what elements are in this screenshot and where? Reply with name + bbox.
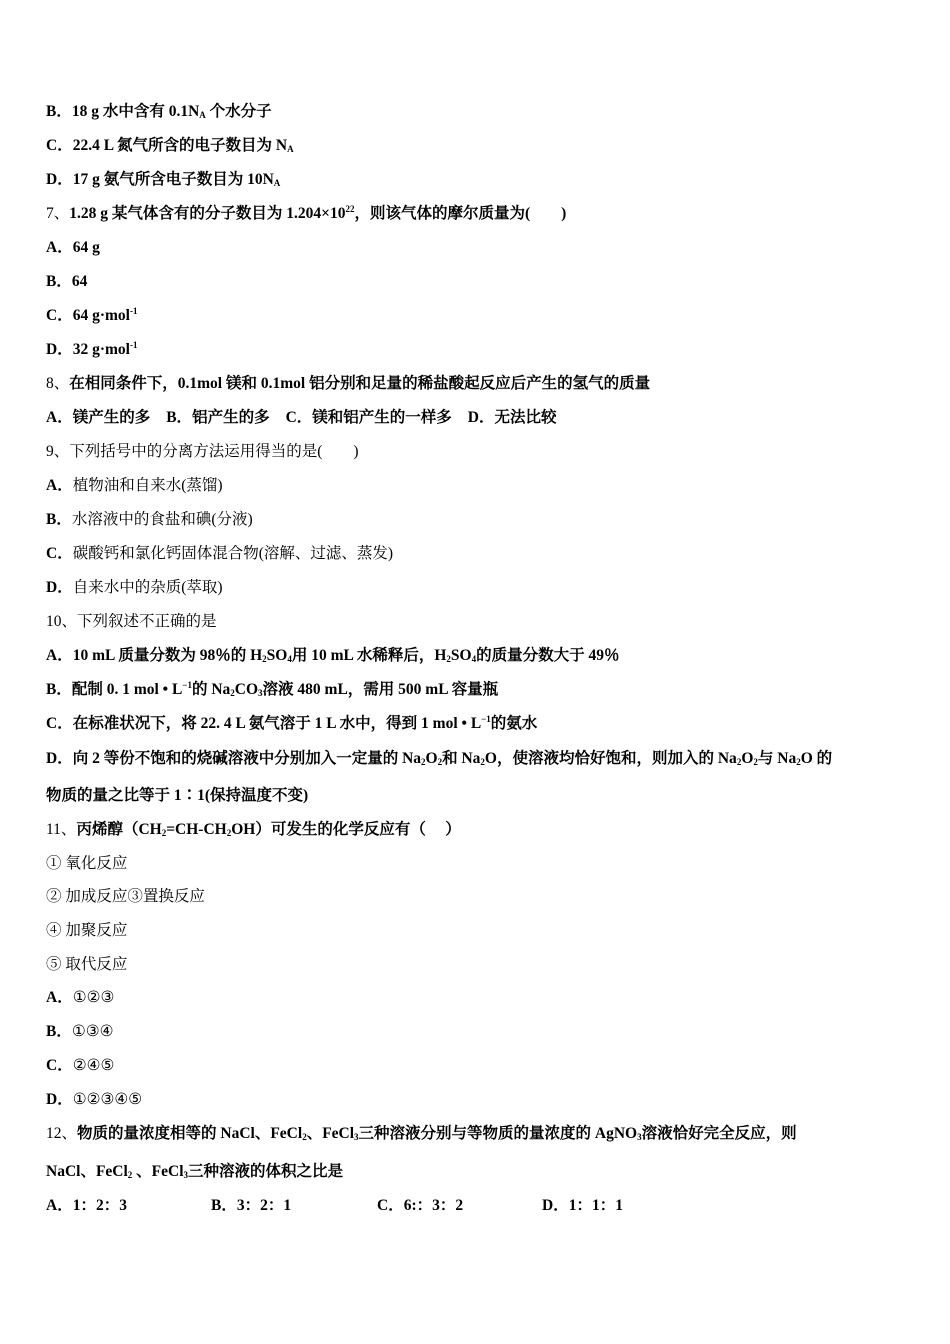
q12-option-c xyxy=(377,1196,463,1216)
question-text: 、FeCl xyxy=(306,1125,355,1142)
option-text: 用 10 mL 水稀释后，H xyxy=(291,647,447,664)
question-number: 12、 xyxy=(46,1125,78,1142)
option-text: 铝产生的多 xyxy=(192,409,270,426)
option-text: 22.4 L 氮气所含的电子数目为 N xyxy=(72,137,288,154)
option-letter: B． xyxy=(211,1197,237,1214)
option-letter: A． xyxy=(46,239,73,256)
option-letter: B． xyxy=(46,1023,72,1040)
subscript: A xyxy=(287,144,294,154)
option-text: ②④⑤ xyxy=(72,1057,115,1074)
q9-option-c xyxy=(46,544,393,564)
question-number: 11、 xyxy=(46,821,77,838)
question-text: 、FeCl xyxy=(132,1163,184,1180)
q7-option-c xyxy=(46,306,137,326)
subscript: 2 xyxy=(161,828,167,838)
question-number: 9、 xyxy=(46,443,70,460)
option-text: 64 xyxy=(71,273,88,290)
option-text: O，使溶液均恰好饱和，则加入的 Na xyxy=(484,750,737,767)
option-letter: D． xyxy=(46,750,73,767)
subscript: 2 xyxy=(421,757,426,767)
subscript: 3 xyxy=(354,1132,359,1142)
option-text: O xyxy=(741,750,754,767)
q10-option-c xyxy=(46,714,537,734)
option-letter: A． xyxy=(46,409,73,426)
option-text: 的氨水 xyxy=(490,715,538,732)
reaction-item: ① 氧化反应 xyxy=(46,855,128,872)
subscript: 2 xyxy=(230,688,235,698)
option-text: 64 g·mol xyxy=(72,307,130,324)
q11-option-c xyxy=(46,1056,114,1076)
option-text: 32 g·mol xyxy=(72,341,130,358)
q11-stem xyxy=(46,820,461,840)
subscript: 3 xyxy=(183,1170,189,1180)
option-letter: D． xyxy=(46,341,73,358)
q11-option-b xyxy=(46,1022,114,1042)
q6-option-b xyxy=(46,102,272,122)
subscript: 4 xyxy=(471,654,477,664)
subscript: A xyxy=(273,178,281,188)
option-letter: C． xyxy=(377,1197,404,1214)
question-number: 7、 xyxy=(46,205,70,222)
question-text: 物质的量浓度相等的 NaCl、FeCl xyxy=(77,1125,303,1142)
option-text: 64 g xyxy=(72,239,100,256)
option-text: 的质量分数大于 49％ xyxy=(476,647,620,664)
option-letter: A． xyxy=(46,477,73,494)
option-text: 自来水中的杂质(萃取) xyxy=(72,579,223,596)
option-text: O 的 xyxy=(800,750,833,767)
q12-stem xyxy=(46,1124,797,1144)
option-text: CO xyxy=(234,681,259,698)
option-text: 植物油和自来水(蒸馏) xyxy=(72,477,223,494)
option-text: 3：2：1 xyxy=(236,1197,292,1214)
q12-option-d xyxy=(542,1196,623,1216)
question-text: 丙烯醇（CH xyxy=(76,821,162,838)
option-letter: C． xyxy=(46,137,73,154)
q12-stem-continued xyxy=(46,1162,343,1182)
subscript: 2 xyxy=(127,1170,133,1180)
option-text: 物质的量之比等于 1∶1(保持温度不变) xyxy=(46,787,309,804)
q11-item-4 xyxy=(46,921,127,941)
question-number: 8、 xyxy=(46,375,70,392)
q9-option-b xyxy=(46,510,253,530)
option-text: 镁和铝产生的一样多 xyxy=(312,409,452,426)
option-letter: D． xyxy=(46,579,73,596)
option-text: ①②③④⑤ xyxy=(72,1091,143,1108)
question-text: OH）可发生的化学反应有（ ） xyxy=(231,821,461,838)
option-text: 的 Na xyxy=(191,681,231,698)
q11-option-d xyxy=(46,1090,142,1110)
option-letter: D． xyxy=(46,171,73,188)
question-text: 1.28 g 某气体含有的分子数目为 1.204×10 xyxy=(69,205,346,222)
subscript: 2 xyxy=(262,654,267,664)
q10-option-d xyxy=(46,749,832,769)
option-letter: B． xyxy=(46,681,72,698)
question-text: NaCl、FeCl xyxy=(46,1163,128,1180)
option-letter: A． xyxy=(46,1197,73,1214)
question-text: 溶液恰好完全反应，则 xyxy=(641,1125,797,1142)
subscript: 2 xyxy=(302,1132,307,1142)
q11-item-1 xyxy=(46,854,127,874)
option-text: 与 Na xyxy=(757,750,797,767)
option-text: 6:：3：2 xyxy=(403,1197,464,1214)
option-text: ①③④ xyxy=(71,1023,114,1040)
question-text: =CH-CH xyxy=(166,821,227,838)
q9-stem xyxy=(46,442,359,462)
option-letter: C． xyxy=(46,715,73,732)
superscript: 22 xyxy=(345,204,355,214)
subscript: A xyxy=(199,110,206,120)
question-text: 三种溶液的体积之比是 xyxy=(188,1163,344,1180)
subscript: 2 xyxy=(736,757,742,767)
subscript: 3 xyxy=(637,1132,642,1142)
q10-option-d-continued xyxy=(46,786,308,806)
q11-item-5 xyxy=(46,955,127,975)
option-letter: B． xyxy=(166,409,193,426)
q11-option-a xyxy=(46,988,114,1008)
q12-option-b xyxy=(211,1196,291,1216)
q6-option-d xyxy=(46,170,280,190)
question-number: 10、 xyxy=(46,613,78,630)
option-text: 在标准状况下，将 22. 4 L 氨气溶于 1 L 水中，得到 1 mol • L xyxy=(72,715,482,732)
option-text: 向 2 等份不饱和的烧碱溶液中分别加入一定量的 Na xyxy=(72,750,422,767)
question-text: 在相同条件下，0.1mol 镁和 0.1mol 铝分别和足量的稀盐酸起反应后产生的氢气的质量 xyxy=(69,375,651,392)
option-text: ①②③ xyxy=(72,989,115,1006)
option-letter: A． xyxy=(46,989,73,1006)
q7-stem xyxy=(46,204,566,224)
option-text: 10 mL 质量分数为 98％的 H xyxy=(72,647,263,664)
q10-option-b xyxy=(46,680,498,700)
superscript: −1 xyxy=(481,714,491,724)
option-text: 水溶液中的食盐和碘(分液) xyxy=(71,511,253,528)
option-text: 18 g 水中含有 0.1N xyxy=(71,103,200,120)
option-text: 镁产生的多 xyxy=(72,409,151,426)
option-text: 和 Na xyxy=(442,750,481,767)
q6-option-c xyxy=(46,136,294,156)
reaction-item: ⑤ 取代反应 xyxy=(46,956,128,973)
q8-stem xyxy=(46,374,650,394)
subscript: 2 xyxy=(446,654,451,664)
option-text: SO xyxy=(450,647,472,664)
option-letter: D． xyxy=(542,1197,569,1214)
superscript: -1 xyxy=(129,306,138,316)
option-letter: C． xyxy=(46,1057,73,1074)
option-letter: C． xyxy=(46,545,73,562)
option-letter: A． xyxy=(46,647,73,664)
option-text: 个水分子 xyxy=(205,103,272,120)
option-letter: B． xyxy=(46,273,72,290)
q11-item-2 xyxy=(46,887,205,907)
option-letter: D． xyxy=(46,1091,73,1108)
option-text: 溶液 480 mL，需用 500 mL 容量瓶 xyxy=(262,681,499,698)
option-text: SO xyxy=(266,647,288,664)
option-text: 1：1：1 xyxy=(568,1197,623,1214)
q12-option-a xyxy=(46,1196,127,1216)
option-letter: C． xyxy=(46,307,73,324)
q10-stem xyxy=(46,612,217,632)
reaction-item: ② 加成反应③置换反应 xyxy=(46,888,205,905)
subscript: 2 xyxy=(226,828,232,838)
superscript: -1 xyxy=(129,340,138,350)
superscript: −1 xyxy=(182,680,192,690)
q9-option-a xyxy=(46,476,223,496)
q7-option-d xyxy=(46,340,137,360)
option-text: 17 g 氨气所含电子数目为 10N xyxy=(72,171,274,188)
option-letter: D． xyxy=(467,409,495,426)
subscript: 2 xyxy=(480,757,485,767)
question-text: 三种溶液分别与等物质的量浓度的 AgNO xyxy=(358,1125,638,1142)
subscript: 2 xyxy=(796,757,801,767)
q10-option-a xyxy=(46,646,620,666)
q7-option-a xyxy=(46,238,100,258)
reaction-item: ④ 加聚反应 xyxy=(46,922,128,939)
question-text: ，则该气体的摩尔质量为( ) xyxy=(354,205,567,222)
subscript: 3 xyxy=(258,688,263,698)
option-text: 无法比较 xyxy=(494,409,557,426)
q9-option-d xyxy=(46,578,223,598)
option-letter: C． xyxy=(285,409,313,426)
subscript: 2 xyxy=(753,757,758,767)
question-text: 下列叙述不正确的是 xyxy=(77,613,217,630)
option-letter: B． xyxy=(46,511,72,528)
option-text: 碳酸钙和氯化钙固体混合物(溶解、过滤、蒸发) xyxy=(72,545,394,562)
q8-options xyxy=(46,408,557,428)
option-text: 1：2：3 xyxy=(72,1197,127,1214)
option-letter: B． xyxy=(46,103,72,120)
subscript: 4 xyxy=(287,654,292,664)
subscript: 2 xyxy=(437,757,443,767)
question-text: 下列括号中的分离方法运用得当的是( ) xyxy=(69,443,359,460)
option-text: 配制 0. 1 mol • L xyxy=(71,681,183,698)
q7-option-b xyxy=(46,272,87,292)
option-text: O xyxy=(425,750,438,767)
